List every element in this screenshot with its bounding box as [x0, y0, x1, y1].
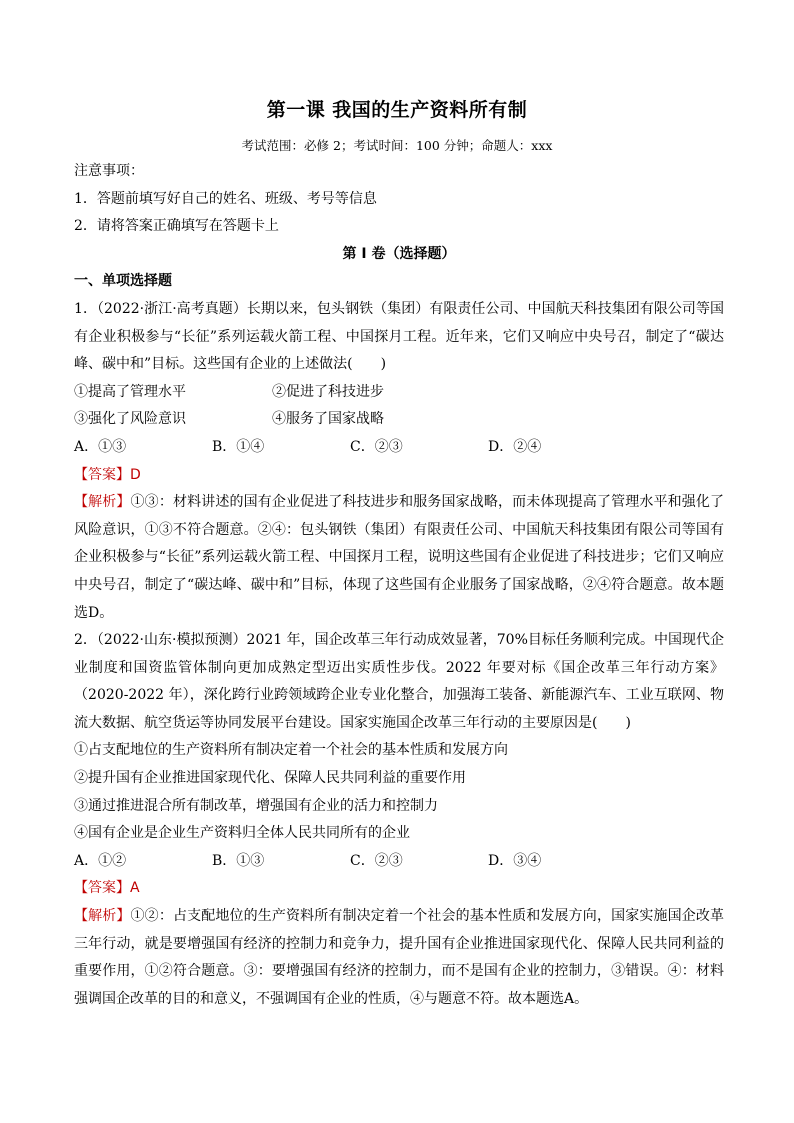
note-item-1: 1．答题前填写好自己的姓名、班级、考号等信息: [74, 190, 377, 207]
question-1-items-row-2: [74, 406, 724, 434]
question-1-choices: [74, 434, 724, 462]
question-2-answer: [74, 875, 724, 903]
answer-value: A: [130, 880, 140, 897]
answer-label: 【答案】: [74, 880, 130, 897]
question-2-choice-b: B．①③: [212, 852, 265, 869]
note-item-2: 2．请将答案正确填写在答题卡上: [74, 218, 279, 235]
part-heading: 一、单项选择题: [74, 273, 172, 290]
question-2-choice-c: C．②③: [350, 852, 403, 869]
question-1-choice-c: C．②③: [350, 438, 403, 455]
question-2-analysis: [74, 903, 724, 1013]
question-2-item-3: ③通过推进混合所有制改革，增强国有企业的活力和控制力: [74, 797, 438, 814]
question-1-item-2: ②促进了科技进步: [272, 383, 384, 400]
question-2-choice-d: D．③④: [488, 852, 542, 869]
exam-info: 考试范围：必修 2；考试时间：100 分钟；命题人：xxx: [241, 138, 553, 153]
question-2-stem: 2．（2022·山东·模拟预测）2021 年，国企改革三年行动成效显著，70%目标任务顺利完成。中国现代企业制度和国资监管体制向更加成熟定型迈出实质性步伐。2022 年要对标《国企改革三年行动方案》（2020-2022 年），深化跨行业跨领域跨企业专业化整合，加强海工装备、新能源汽车、工业互联网、物流大数据、航空货运等协同发展平台建设。国家实施国企改革三年行动的主要原因是( ): [74, 632, 724, 731]
analysis-label: 【解析】: [74, 494, 131, 511]
notes-heading: 注意事项：: [74, 163, 144, 179]
answer-value: D: [130, 466, 141, 483]
question-2-item-4: ④国有企业是企业生产资料归全体人民共同所有的企业: [74, 825, 410, 842]
question-1-items-row-1: [74, 379, 724, 407]
question-1-stem: 1．（2022·浙江·高考真题）长期以来，包头钢铁（集团）有限责任公司、中国航天科技集团有限公司等国有企业积极参与“长征”系列运载火箭工程、中国探月工程。近年来，它们又响应中央号召，制定了“碳达峰、碳中和”目标。这些国有企业的上述做法( ): [74, 300, 724, 373]
analysis-label: 【解析】: [74, 908, 131, 925]
question-1-analysis: [74, 489, 724, 627]
section-title: 第 I 卷（选择题）: [342, 245, 456, 262]
question-1-item-4: ④服务了国家战略: [272, 411, 384, 428]
page-title: 第一课 我国的生产资料所有制: [266, 99, 528, 121]
document-body: [74, 158, 724, 1013]
question-1-choice-d: D．②④: [488, 438, 542, 455]
analysis-text: ①③：材料讲述的国有企业促进了科技进步和服务国家战略，而未体现提高了管理水平和强化了风险意识，①③不符合题意。②④：包头钢铁（集团）有限责任公司、中国航天科技集团有限公司等国有企业积极参与“长征”系列运载火箭工程、中国探月工程，说明这些国有企业促进了科技进步；它们又响应中央号召，制定了“碳达峰、碳中和”目标，体现了这些国有企业服务了国家战略，②④符合题意。故本题选D。: [74, 494, 725, 621]
analysis-text: ①②：占支配地位的生产资料所有制决定着一个社会的基本性质和发展方向，国家实施国企改革三年行动，就是要增强国有经济的控制力和竞争力，提升国有企业推进国家现代化、保障人民共同利益的重要作用，①②符合题意。③：要增强国有经济的控制力，而不是国有企业的控制力，③错误。④：材料强调国企改革的目的和意义，不强调国有企业的性质，④与题意不符。故本题选A。: [74, 908, 725, 1007]
question-2-item-1: ①占支配地位的生产资料所有制决定着一个社会的基本性质和发展方向: [74, 742, 508, 759]
answer-label: 【答案】: [74, 466, 130, 483]
question-2-choice-a: A．①②: [74, 852, 127, 869]
question-1-item-1: ①提高了管理水平: [74, 383, 186, 400]
question-1-item-3: ③强化了风险意识: [74, 411, 186, 428]
question-1-choice-b: B．①④: [212, 438, 265, 455]
question-1-choice-a: A．①③: [74, 438, 127, 455]
question-2-choices: [74, 848, 724, 876]
question-2-item-2: ②提升国有企业推进国家现代化、保障人民共同利益的重要作用: [74, 770, 466, 787]
question-1-answer: [74, 462, 724, 490]
